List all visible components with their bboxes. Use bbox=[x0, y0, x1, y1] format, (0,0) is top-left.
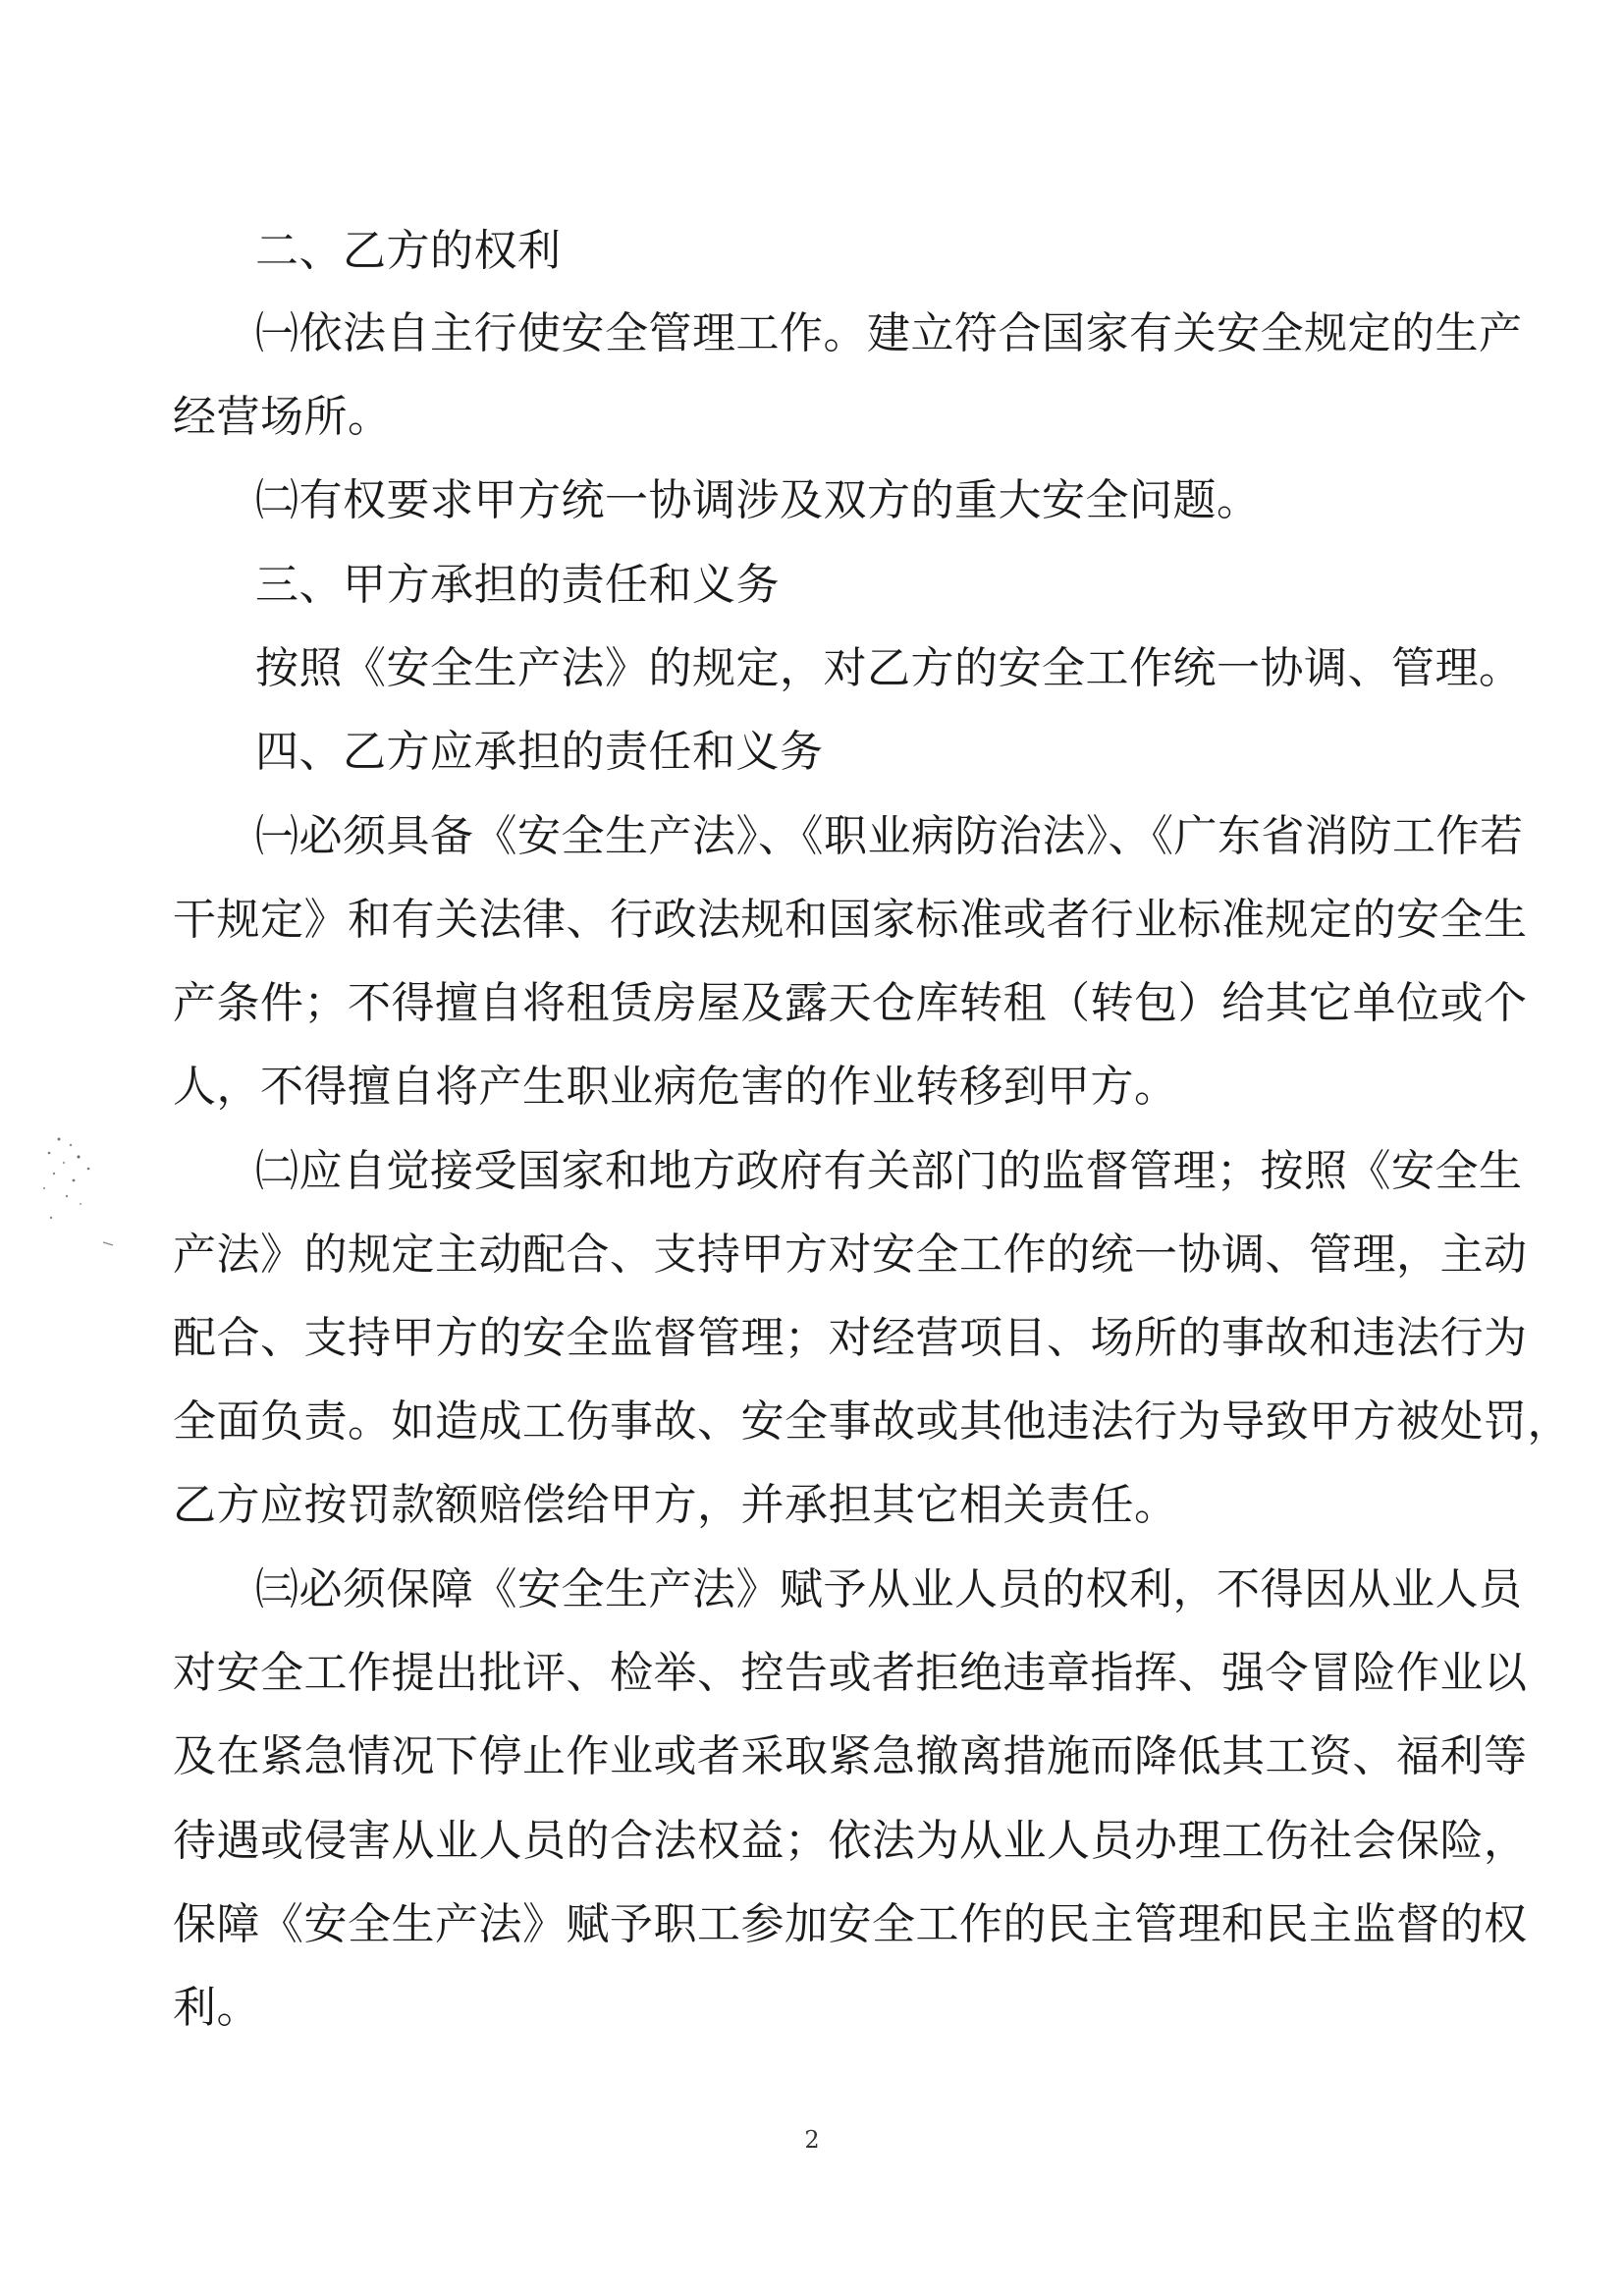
paragraph-line: 产条件；不得擅自将租赁房屋及露天仓库转租（转包）给其它单位或个 bbox=[173, 978, 1528, 1028]
section-heading-2: 二、乙方的权利 bbox=[255, 226, 562, 276]
page-number: 2 bbox=[804, 2126, 820, 2154]
paragraph-line: ㈢必须保障《安全生产法》赋予从业人员的权利，不得因从业人员 bbox=[255, 1564, 1523, 1614]
paragraph-line: ㈠依法自主行使安全管理工作。建立符合国家有关安全规定的生产 bbox=[255, 308, 1523, 358]
paragraph-line: 配合、支持甲方的安全监督管理；对经营项目、场所的事故和违法行为 bbox=[173, 1313, 1528, 1363]
paragraph-line: 乙方应按罚款额赔偿给甲方，并承担其它相关责任。 bbox=[173, 1480, 1178, 1530]
section-heading-4: 四、乙方应承担的责任和义务 bbox=[255, 727, 824, 777]
paragraph-line: 保障《安全生产法》赋予职工参加安全工作的民主管理和民主监督的权 bbox=[173, 1899, 1528, 1949]
paragraph-line: 利。 bbox=[173, 1983, 260, 2033]
paragraph-line: 对安全工作提出批评、检举、控告或者拒绝违章指挥、强令冒险作业以 bbox=[173, 1648, 1528, 1698]
paragraph-line: 待遇或侵害从业人员的合法权益；依法为从业人员办理工伤社会保险， bbox=[173, 1816, 1528, 1866]
paragraph-line: 及在紧急情况下停止作业或者采取紧急撤离措施而降低其工资、福利等 bbox=[173, 1731, 1528, 1781]
paragraph-line: 干规定》和有关法律、行政法规和国家标准或者行业标准规定的安全生 bbox=[173, 895, 1528, 945]
scan-specks bbox=[20, 1120, 128, 1277]
section-heading-3: 三、甲方承担的责任和义务 bbox=[255, 560, 780, 610]
paragraph-line: 经营场所。 bbox=[173, 392, 392, 442]
paragraph-line: 产法》的规定主动配合、支持甲方对安全工作的统一协调、管理，主动 bbox=[173, 1230, 1528, 1280]
paragraph-line: ㈠必须具备《安全生产法》、《职业病防治法》、《广东省消防工作若 bbox=[255, 811, 1524, 861]
paragraph-line: ㈡有权要求甲方统一协调涉及双方的重大安全问题。 bbox=[255, 475, 1261, 525]
paragraph-line: 人，不得擅自将产生职业病危害的作业转移到甲方。 bbox=[173, 1062, 1178, 1112]
paragraph-line: 按照《安全生产法》的规定，对乙方的安全工作统一协调、管理。 bbox=[255, 643, 1523, 693]
paragraph-line: ㈡应自觉接受国家和地方政府有关部门的监督管理；按照《安全生 bbox=[255, 1146, 1523, 1196]
paragraph-line: 全面负责。如造成工伤事故、安全事故或其他违法行为导致甲方被处罚， bbox=[173, 1396, 1571, 1447]
